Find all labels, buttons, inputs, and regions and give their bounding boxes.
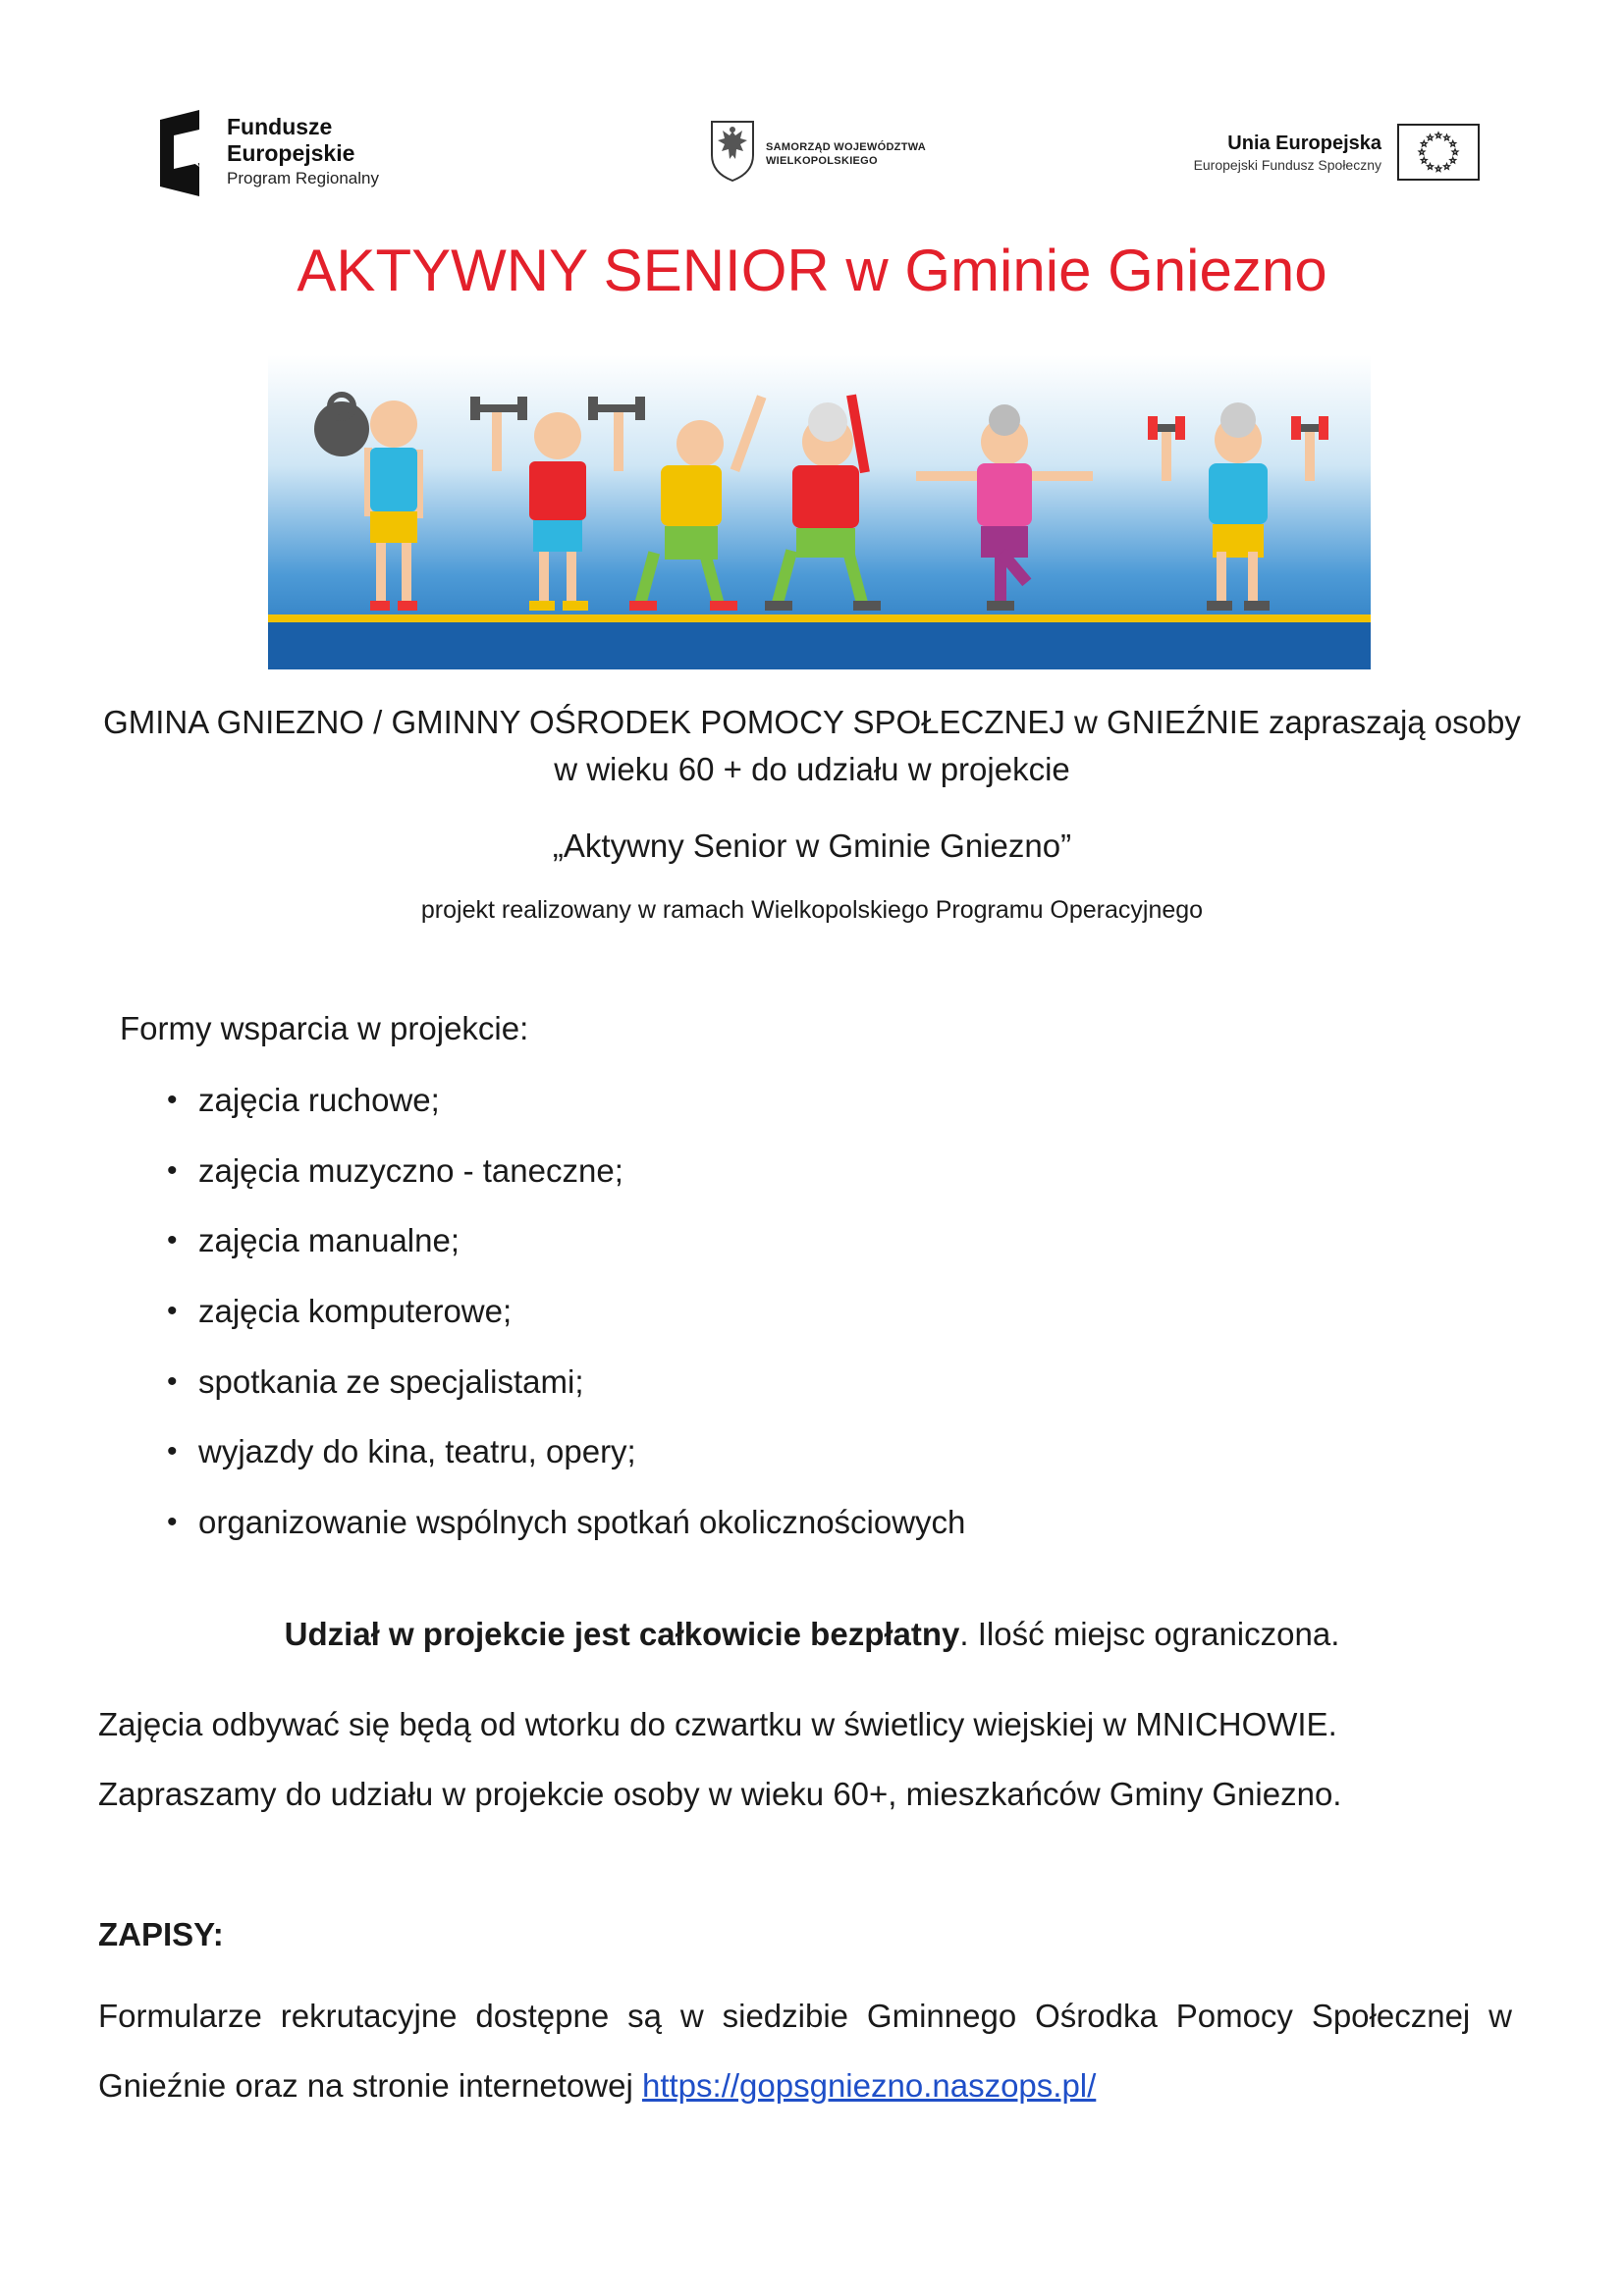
free-participation-line <box>0 1612 1624 1657</box>
eu-star <box>1435 133 1441 137</box>
list-item: • zajęcia ruchowe; <box>165 1078 965 1148</box>
fe-logo-line1: Fundusze <box>227 114 333 139</box>
eu-star <box>1428 164 1434 169</box>
free-rest-text: . Ilość miejsc ograniczona. <box>959 1616 1340 1652</box>
logo-samorzad-wojewodztwa <box>709 120 935 188</box>
zapisy-heading: ZAPISY: <box>98 1916 224 1952</box>
list-item: • organizowanie wspólnych spotkań okolicznościowych <box>165 1500 965 1571</box>
eu-flag-icon <box>1397 124 1480 181</box>
ue-logo-line2: Europejski Fundusz Społeczny <box>1193 157 1381 173</box>
schedule-paragraph: Zajęcia odbywać się będą od wtorku do czwartku w świetlicy wiejskiej w MNICHOWIE. <box>98 1706 1337 1742</box>
eu-star <box>1421 158 1427 163</box>
program-note: projekt realizowany w ramach Wielkopolskiego Programu Operacyjnego <box>420 896 1204 924</box>
list-item: • zajęcia manualne; <box>165 1218 965 1289</box>
fe-star-mark-icon <box>160 110 213 196</box>
page-title: AKTYWNY SENIOR w Gminie Gniezno <box>297 238 1327 303</box>
forms-heading: Formy wsparcia w projekcie: <box>120 1010 529 1046</box>
eu-star <box>1435 166 1441 171</box>
logo-unia-europejska <box>1193 122 1488 185</box>
eu-star <box>1450 141 1456 146</box>
sw-logo-line1: SAMORZĄD WOJEWÓDZTWA <box>766 141 927 153</box>
list-item: • zajęcia komputerowe; <box>165 1289 965 1360</box>
project-name: „Aktywny Senior w Gminie Gniezno” <box>552 828 1072 864</box>
eu-star <box>1444 164 1450 169</box>
sw-logo-line2: WIELKOPOLSKIEGO <box>766 155 878 167</box>
registration-text: Formularze rekrutacyjne dostępne są w siedzibie Gminnego Ośrodka Pomocy Społecznej w Gnieźnie oraz na stronie internetowej <box>98 1998 1512 2104</box>
ue-logo-line1: Unia Europejska <box>1227 133 1381 154</box>
eu-star <box>1419 149 1425 154</box>
intro-line-2: w wieku 60 + do udziału w projekcie <box>554 751 1070 787</box>
eu-star <box>1428 134 1434 139</box>
list-item: • spotkania ze specjalistami; <box>165 1360 965 1430</box>
fe-logo-line3: Program Regionalny <box>227 169 379 187</box>
logo-fundusze-europejskie <box>160 108 396 201</box>
website-link[interactable]: https://gopsgniezno.naszops.pl/ <box>641 2067 1097 2104</box>
eu-star <box>1444 134 1450 139</box>
list-item: • zajęcia muzyczno - taneczne; <box>165 1148 965 1219</box>
free-bold-text: Udział w projekcie jest całkowicie bezpłatny <box>284 1616 960 1652</box>
intro-line-1: GMINA GNIEZNO / GMINNY OŚRODEK POMOCY SPOŁECZNEJ w GNIEŹNIE zapraszają osoby <box>103 704 1521 740</box>
eu-star <box>1452 149 1458 154</box>
intro-paragraph <box>0 699 1624 793</box>
eu-star <box>1450 158 1456 163</box>
fe-logo-line2: Europejskie <box>227 140 355 166</box>
registration-paragraph <box>98 1981 1512 2120</box>
invite-paragraph: Zapraszamy do udziału w projekcie osoby w wieku 60+, mieszkańców Gminy Gniezno. <box>98 1776 1342 1812</box>
list-item: • wyjazdy do kina, teatru, opery; <box>165 1429 965 1500</box>
eu-star <box>1421 141 1427 146</box>
seniors-exercising-illustration <box>268 355 1371 669</box>
forms-list <box>165 1078 965 1571</box>
eagle-crest-icon <box>709 120 756 183</box>
